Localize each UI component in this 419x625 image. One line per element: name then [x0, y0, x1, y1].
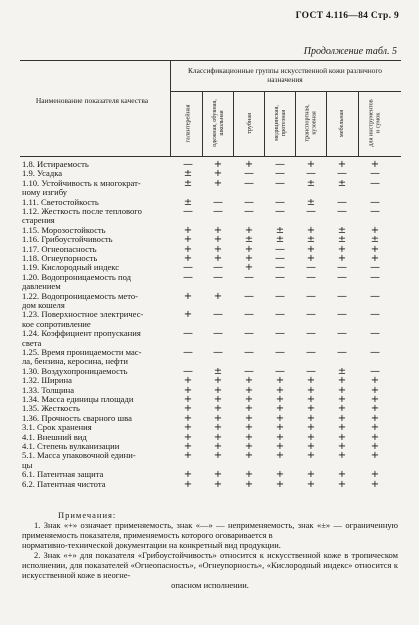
table-cell: + [244, 478, 254, 490]
table-cell: + [337, 478, 347, 490]
table-cell: + [213, 441, 223, 452]
note-2-end: опасном исполнении. [171, 580, 249, 590]
row-label: 6.2. Патентная чистота [22, 478, 106, 489]
table-cell: — [337, 328, 347, 340]
table-cell: — [244, 290, 254, 302]
table-cell: — [213, 309, 223, 321]
row-label: 1.18. Огнеупорность [22, 253, 98, 263]
column-header-label: для инструментов и сумок [368, 99, 383, 147]
column-header-label: транспортная, кузовная [304, 104, 318, 142]
table-cell: + [183, 375, 193, 387]
table-cell: + [183, 478, 193, 490]
row-label: 1.19. Кислородный индекс [22, 262, 120, 273]
row-label: 1.20. Водопроницаемость под [22, 271, 132, 282]
table-cell: — [275, 262, 285, 274]
table-cell: ± [244, 234, 254, 246]
table-cell: + [213, 384, 223, 396]
row-label: 4.1. Внешний вид [22, 431, 87, 442]
row-label: 1.23. Поверхностное электричес- [22, 309, 144, 320]
column-header-label: медицинская, протезная [273, 105, 287, 141]
table-cell: + [370, 450, 380, 462]
table-header-border [20, 156, 401, 157]
table-cell: — [275, 290, 285, 302]
table-cell: — [275, 328, 285, 340]
table-cell: — [275, 271, 285, 283]
table-cell: + [275, 412, 285, 424]
table-cell: + [370, 403, 380, 415]
table-cell: + [306, 450, 316, 462]
table-cell: + [244, 469, 254, 481]
row-label: 1.34. Масса единицы площади [22, 394, 134, 404]
table-cell: — [244, 309, 254, 321]
table-cell: + [370, 253, 380, 264]
row-label: 1.36. Прочность сварного шва [22, 412, 132, 423]
table-cell: — [306, 271, 316, 283]
row-label: 1.8. Истираемость [22, 159, 89, 169]
table-cell: — [244, 196, 254, 208]
table-cell: + [370, 384, 380, 396]
column-header [265, 92, 295, 154]
table-cell: + [370, 394, 380, 405]
standard-number: ГОСТ 4.116—84 [295, 11, 369, 21]
table-cell: ± [275, 224, 285, 236]
table-cell: + [337, 412, 347, 424]
table-cell: + [183, 309, 193, 321]
table-cell: — [213, 196, 223, 208]
table-cell: + [370, 478, 380, 490]
table-cell: — [183, 206, 193, 217]
table-cell: + [306, 159, 316, 170]
table-cell: + [244, 412, 254, 424]
table-cell: — [183, 347, 193, 358]
table-cell: — [275, 159, 285, 170]
row-label: 1.11. Светостойкость [22, 196, 99, 207]
table-cell: + [183, 234, 193, 246]
table-cell: + [275, 422, 285, 434]
table-cell: + [213, 168, 223, 180]
row-label: давлением [22, 281, 61, 292]
table-cell: — [275, 177, 285, 189]
row-label: 1.32. Ширина [22, 375, 72, 386]
table-cell: + [183, 243, 193, 255]
row-label: 5.1. Масса упаковочной едини- [22, 450, 136, 461]
table-cell: + [337, 431, 347, 443]
page-header [296, 11, 399, 21]
table-cell: — [306, 309, 316, 321]
column-header-label: трубная [245, 112, 253, 134]
table-cell: — [370, 290, 380, 302]
row-label: 3.1. Срок хранения [22, 422, 92, 433]
table-cell: + [244, 422, 254, 434]
note-1-end: нормативно-технической документации на конкретный вид продукции. [22, 540, 281, 550]
row-label: света [22, 337, 42, 348]
row-label: 1.25. Время проницаемости мас- [22, 347, 142, 357]
table-cell: + [213, 243, 223, 255]
table-cell: — [370, 365, 380, 377]
table-cell: ± [306, 196, 316, 208]
table-cell: — [306, 328, 316, 340]
table-cell: + [370, 469, 380, 481]
table-cell: — [306, 290, 316, 302]
table-cell: + [244, 450, 254, 462]
row-label: старения [22, 215, 55, 226]
table-cell: + [244, 375, 254, 387]
table-cell: + [244, 243, 254, 255]
table-cell: + [213, 412, 223, 424]
row-label: 6.1. Патентная защита [22, 469, 104, 480]
column-header [173, 92, 203, 154]
table-cell: + [244, 403, 254, 415]
table-cell: — [306, 168, 316, 180]
table-cell: + [244, 224, 254, 236]
table-cell: — [337, 290, 347, 302]
table-cell: + [337, 469, 347, 481]
table-cell: + [244, 262, 254, 274]
row-label: 1.16. Грибоустойчивость [22, 234, 113, 245]
table-cell: ± [337, 234, 347, 246]
column-divider [202, 91, 203, 156]
page-number: Стр. 9 [370, 11, 399, 21]
table-cell: ± [370, 234, 380, 246]
table-cell: + [337, 384, 347, 396]
table-cell: — [337, 196, 347, 208]
table-cell: + [306, 422, 316, 434]
table-cell: + [244, 394, 254, 405]
table-cell: + [370, 422, 380, 434]
table-cell: — [370, 262, 380, 274]
table-cell: + [244, 431, 254, 443]
column-divider [358, 91, 359, 156]
table-cell: + [337, 253, 347, 264]
table-cell: — [275, 196, 285, 208]
column-header [327, 92, 357, 154]
row-label: 1.30. Воздухопроницаемость [22, 365, 128, 376]
table-cell: — [337, 206, 347, 217]
table-cell: — [370, 196, 380, 208]
table-cell: + [306, 394, 316, 405]
table-cell: — [213, 271, 223, 283]
row-label: 1.15. Морозостойкость [22, 224, 106, 235]
table-cell: + [275, 478, 285, 490]
table-cell: — [244, 177, 254, 189]
table-cell: + [213, 253, 223, 264]
table-cell: + [306, 253, 316, 264]
table-cell: — [183, 365, 193, 377]
table-cell: + [306, 224, 316, 236]
table-cell: + [183, 384, 193, 396]
row-label: кое сопротивление [22, 318, 91, 329]
column-header-label: мебельная [338, 109, 346, 137]
table-cell: — [275, 365, 285, 377]
table-cell: + [306, 469, 316, 481]
table-cell: ± [306, 177, 316, 189]
table-cell: + [370, 243, 380, 255]
table-cell: — [244, 347, 254, 358]
table-cell: + [213, 431, 223, 443]
table-cell: — [370, 177, 380, 189]
table-cell: + [337, 243, 347, 255]
table-cell: — [370, 168, 380, 180]
table-cell: — [306, 365, 316, 377]
table-cell: + [370, 159, 380, 170]
table-cell: — [306, 347, 316, 358]
table-cell: ± [306, 234, 316, 246]
row-label: дом кошеля [22, 300, 65, 310]
column-header [234, 92, 264, 154]
table-cell: — [306, 262, 316, 274]
table-cell: + [244, 384, 254, 396]
table-cell: + [183, 224, 193, 236]
table-cell: + [183, 441, 193, 452]
table-cell: ± [275, 234, 285, 246]
table-cell: — [244, 168, 254, 180]
table-cell: + [337, 422, 347, 434]
table-cell: — [183, 262, 193, 274]
table-cell: ± [183, 168, 193, 180]
table-cell: + [275, 441, 285, 452]
column-divider [264, 91, 265, 156]
table-cell: ± [183, 196, 193, 208]
row-label: ла, бензина, керосина, нефти [22, 356, 128, 367]
table-cell: + [337, 159, 347, 170]
table-cell: — [183, 271, 193, 283]
table-cell: + [183, 412, 193, 424]
row-label: ному изгибу [22, 187, 68, 198]
table-cell: + [213, 234, 223, 246]
column-divider [233, 91, 234, 156]
table-cell: + [183, 422, 193, 434]
table-cell: + [306, 431, 316, 443]
table-cell: + [213, 290, 223, 302]
table-cell: — [306, 206, 316, 217]
table-cell: + [244, 441, 254, 452]
table-cell: — [213, 328, 223, 340]
table-cell: — [337, 271, 347, 283]
table-cell: — [275, 168, 285, 180]
table-cell: + [370, 375, 380, 387]
table-cell: + [213, 469, 223, 481]
notes-title: Примечания: [58, 510, 117, 520]
table-cell: + [306, 412, 316, 424]
table-continuation: Продолжение табл. 5 [303, 46, 397, 57]
row-label: 1.33. Толщина [22, 384, 75, 395]
table-cell: + [306, 441, 316, 452]
column-divider [326, 91, 327, 156]
row-label: 1.35. Жесткость [22, 403, 80, 414]
table-cell: + [337, 403, 347, 415]
table-cell: + [337, 375, 347, 387]
table-cell: + [337, 441, 347, 452]
row-label: цы [22, 459, 33, 470]
table-cell: + [275, 431, 285, 443]
table-cell: + [183, 290, 193, 302]
row-label: 1.17. Огнеопасность [22, 243, 97, 254]
table-cell: + [183, 469, 193, 481]
table-cell: + [213, 394, 223, 405]
table-top-border [20, 60, 401, 61]
table-cell: + [244, 253, 254, 264]
table-cell: — [337, 309, 347, 321]
table-cell: — [275, 253, 285, 264]
column-header [203, 92, 233, 154]
table-cell: — [370, 328, 380, 340]
notes-section [22, 510, 398, 590]
table-cell: + [370, 431, 380, 443]
name-column-header: Наименование показателя качества [35, 96, 149, 105]
row-label: 1.9. Усадка [22, 168, 63, 179]
row-label: 1.22. Водопроницаемость мето- [22, 290, 139, 301]
table-cell: + [275, 394, 285, 405]
table-cell: + [370, 412, 380, 424]
table-cell: ± [337, 224, 347, 236]
table-cell: + [213, 375, 223, 387]
table-cell: — [337, 347, 347, 358]
row-label: 1.24. Коэффициент пропускания [22, 328, 141, 339]
column-header-label: одежная, обувная, школьная [211, 99, 225, 147]
table-cell: + [213, 422, 223, 434]
group-header: Классификационные группы искусственной кожи различного назначения [188, 66, 382, 84]
row-label: 4.1. Степень вулканизации [22, 441, 120, 451]
table-cell: — [275, 309, 285, 321]
table-cell: + [213, 159, 223, 170]
table-cell: + [183, 431, 193, 443]
table-cell: + [183, 403, 193, 415]
table-cell: — [370, 309, 380, 321]
table-cell: — [244, 206, 254, 217]
table-cell: — [337, 262, 347, 274]
table-cell: + [306, 375, 316, 387]
table-cell: + [213, 478, 223, 490]
column-header-label: галантерейная [184, 104, 192, 142]
table-cell: ± [213, 365, 223, 377]
table-cell: + [183, 394, 193, 405]
row-label: 1.10. Устойчивость к многократ- [22, 177, 141, 188]
table-cell: — [183, 328, 193, 340]
column-header [360, 92, 390, 154]
table-cell: + [275, 450, 285, 462]
table-cell: — [183, 159, 193, 170]
table-cell: — [370, 206, 380, 217]
table-cell: + [275, 375, 285, 387]
name-column-divider [170, 60, 171, 156]
table-cell: + [370, 441, 380, 452]
table-cell: + [275, 384, 285, 396]
table-cell: + [213, 177, 223, 189]
table-cell: — [370, 271, 380, 283]
table-cell: + [306, 243, 316, 255]
table-cell: + [213, 403, 223, 415]
row-label: 1.12. Жесткость после теплового [22, 206, 142, 216]
table-cell: — [275, 206, 285, 217]
table-cell: — [337, 168, 347, 180]
table-cell: — [213, 206, 223, 217]
table-cell: — [244, 328, 254, 340]
table-cell: — [244, 365, 254, 377]
table-cell: ± [183, 177, 193, 189]
table-cell: — [213, 347, 223, 358]
table-cell: + [306, 384, 316, 396]
column-divider [295, 91, 296, 156]
table-cell: + [213, 450, 223, 462]
table-cell: + [275, 469, 285, 481]
table-cell: + [337, 450, 347, 462]
table-cell: — [370, 347, 380, 358]
table-cell: + [306, 403, 316, 415]
column-header [296, 92, 326, 154]
table-cell: + [244, 159, 254, 170]
table-cell: + [337, 394, 347, 405]
table-cell: — [275, 243, 285, 255]
table-cell: + [213, 224, 223, 236]
table-cell: + [183, 253, 193, 264]
table-cell: — [275, 347, 285, 358]
table-cell: — [213, 262, 223, 274]
table-cell: — [244, 271, 254, 283]
table-cell: + [306, 478, 316, 490]
table-cell: ± [337, 177, 347, 189]
table-cell: ± [337, 365, 347, 377]
table-cell: + [370, 224, 380, 236]
note-1: 1. Знак «+» означает применяемость, знак «—» — неприменяемость, знак «±» — ограниченную применяемость показателя, применяемость которого оговаривается в [22, 520, 398, 540]
table-cell: + [275, 403, 285, 415]
note-2: 2. Знак «+» для показателя «Грибоустойчивость» относится к искусственной коже в тропическом исполнении, для показателей «Огнеопасность», «Огнеупорность», «Кислородный индекс» относится к искусственной коже в неогне- [22, 550, 398, 580]
table-cell: + [183, 450, 193, 462]
